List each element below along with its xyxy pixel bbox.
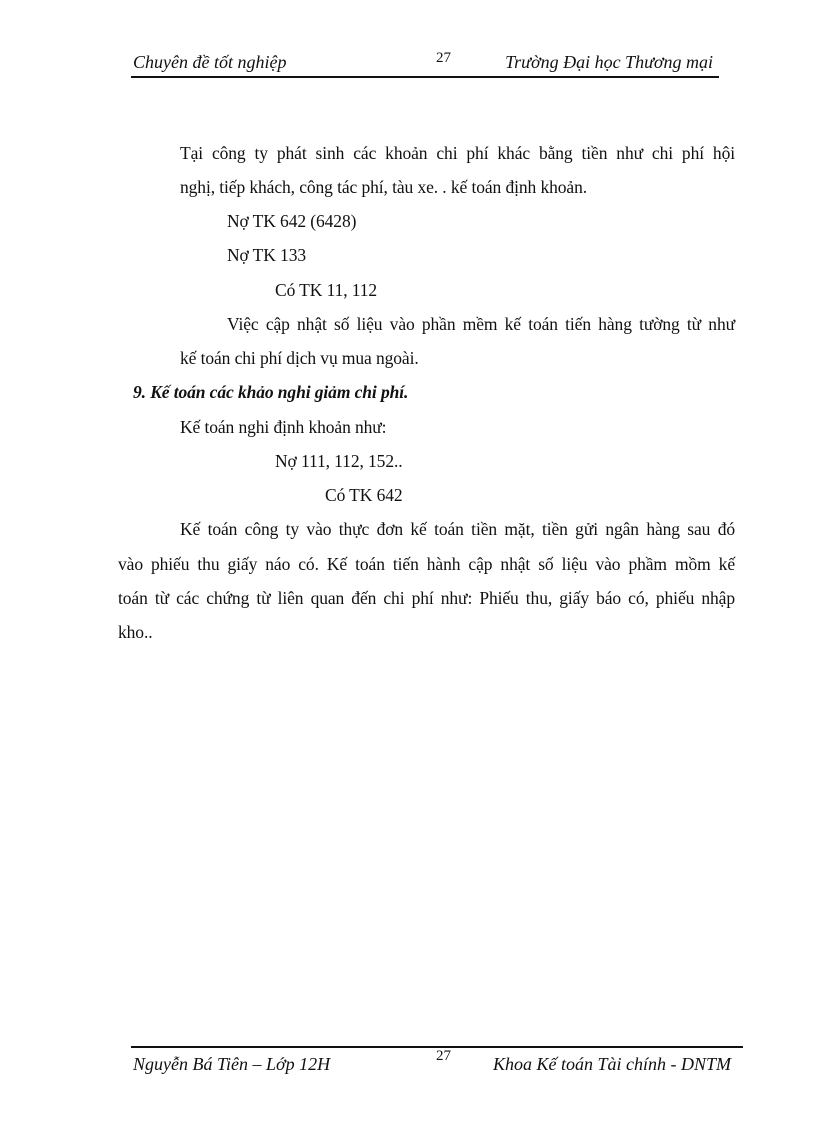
- paragraph-1-line-2: nghị, tiếp khách, công tác phí, tàu xe. . kế toán định khoản.: [180, 177, 587, 197]
- footer-department: Khoa Kế toán Tài chính - DNTM: [492, 1054, 731, 1074]
- paragraph-2-line-2: kế toán chi phí dịch vụ mua ngoài.: [180, 348, 419, 368]
- paragraph-2-line-1: Việc cập nhật số liệu vào phần mềm kế toán tiến hàng tường từ như: [227, 314, 735, 334]
- paragraph-4-line-2: vào phiếu thu giấy náo có. Kế toán tiến hành cập nhật số liệu vào phầm mồm kế: [118, 554, 735, 574]
- footer-page-number: 27: [436, 1048, 451, 1064]
- entry-1-credit: Có TK 11, 112: [275, 280, 378, 300]
- entry-2-debit: Nợ 111, 112, 152..: [275, 451, 403, 471]
- page-footer: [131, 1046, 743, 1078]
- header-right-title: Trường Đại học Thương mại: [505, 52, 713, 72]
- paragraph-1-line-1: Tại công ty phát sinh các khoản chi phí khác bằng tiền như chi phí hội: [180, 143, 735, 163]
- entry-2-credit: Có TK 642: [325, 485, 403, 505]
- section-heading: 9. Kế toán các khảo nghi giảm chi phí.: [133, 382, 409, 402]
- header-page-number: 27: [436, 50, 451, 66]
- entry-1-debit-1: Nợ TK 642 (6428): [227, 211, 357, 231]
- entry-1-debit-2: Nợ TK 133: [227, 245, 307, 265]
- paragraph-4-line-1: Kế toán công ty vào thực đơn kế toán tiền mặt, tiền gửi ngân hàng sau đó: [180, 519, 735, 539]
- paragraph-4-line-4: kho..: [118, 622, 153, 642]
- paragraph-3-line-1: Kế toán nghi định khoản như:: [180, 417, 387, 437]
- header-left-title: Chuyên đề tốt nghiệp: [133, 52, 287, 72]
- footer-author: Nguyễn Bá Tiên – Lớp 12H: [133, 1054, 331, 1074]
- page-header: [131, 48, 719, 78]
- paragraph-4-line-3: toán từ các chứng từ liên quan đến chi phí như: Phiếu thu, giấy báo có, phiếu nhập: [118, 588, 735, 608]
